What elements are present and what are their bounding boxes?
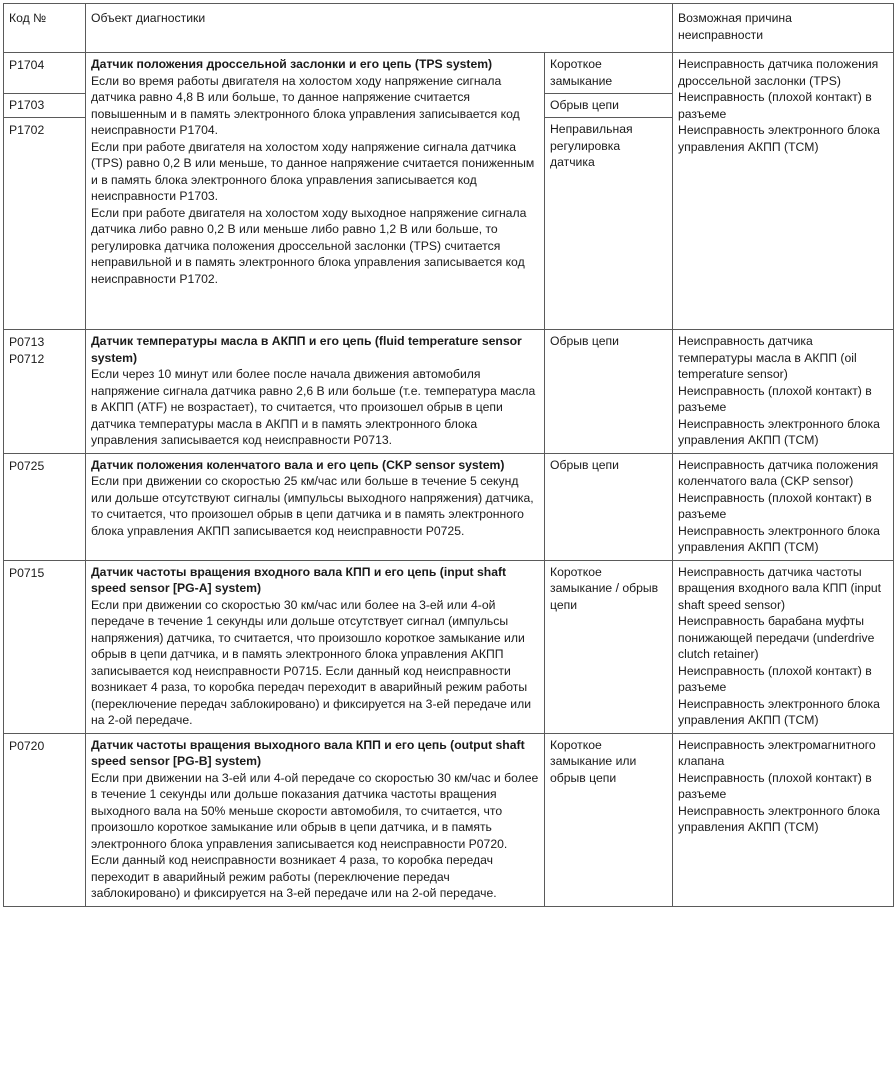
cause-item: Неисправность (плохой контакт) в разъеме <box>678 770 872 801</box>
code-cell: P0725 <box>4 453 86 560</box>
table-row <box>4 453 894 560</box>
condition-cell: Обрыв цепи <box>545 330 673 454</box>
object-description: Если данный код неисправности возникает 4 раза, то коробка передач переходит в аварийный режим работы (переключение передач заблокировано) и фиксируется на 3-ей передаче или на 2-ой передаче. <box>91 853 497 900</box>
object-title: Датчик температуры масла в АКПП и его цепь (fluid temperature sensor system) <box>91 334 522 365</box>
object-description: Если во время работы двигателя на холостом ходу напряжение сигнала датчика равно 4,8 В или больше, то данное напряжение считается повышенным и в память электронного блока управления записывается код неисправности P1704. <box>91 73 520 137</box>
header-object: Объект диагностики <box>86 4 673 53</box>
table-row <box>4 560 894 733</box>
code-value: P0713 <box>9 335 45 349</box>
cause-item: Неисправность (плохой контакт) в разъеме <box>678 663 872 694</box>
condition-cell: Короткое замыкание <box>545 53 673 94</box>
cause-cell <box>673 330 894 454</box>
cause-item: Неисправность (плохой контакт) в разъеме <box>678 490 872 521</box>
cause-item: Неисправность датчика положения дроссельной заслонки (TPS) <box>678 57 879 88</box>
object-description: Если при движении со скоростью 25 км/час или больше в течение 5 секунд или дольше отсутствуют сигналы (импульсы выходного напряжения) датчика, то считается, что произошел обрыв в цепи датчика и в память электронного блока управления АКПП записывается код неисправности P0725. <box>91 474 534 538</box>
object-cell <box>86 330 545 454</box>
cause-item: Неисправность электронного блока управления АКПП (TCM) <box>678 696 880 727</box>
condition-cell: Обрыв цепи <box>545 453 673 560</box>
object-description: Если через 10 минут или более после начала движения автомобиля напряжение сигнала датчика равно 2,6 В или больше (т.е. температура масла в АКПП (ATF) не возрастает), то считается, что произошел обрыв в цепи датчика температуры масла в АКПП и в память электронного блока управления записывается код неисправности P0713. <box>91 367 536 447</box>
object-description: Если при работе двигателя на холостом ходу выходное напряжение сигнала датчика либо равно 0,2 В или меньше либо равно 1,2 В или больше, то регулировка датчика положения дроссельной заслонки (TPS) считается неправильной и в память электронного блока управления записывается код неисправности P1702. <box>91 205 527 286</box>
cause-item: Неисправность (плохой контакт) в разъеме <box>678 90 872 121</box>
table-header-row <box>4 4 894 53</box>
object-cell <box>86 733 545 906</box>
cause-item: Неисправность барабана муфты понижающей передачи (underdrive clutch retainer) <box>678 614 875 661</box>
cause-item: Неисправность электронного блока управления АКПП (TCM) <box>678 416 880 447</box>
diagnostic-codes-table <box>3 3 894 907</box>
cause-cell <box>673 733 894 906</box>
condition-cell: Неправильная регулировка датчика <box>545 118 673 330</box>
cause-item: Неисправность (плохой контакт) в разъеме <box>678 383 872 414</box>
cause-item: Неисправность датчика температуры масла в АКПП (oil temperature sensor) <box>678 334 857 381</box>
object-cell <box>86 453 545 560</box>
object-cell <box>86 53 545 330</box>
code-cell: P0720 <box>4 733 86 906</box>
cause-item: Неисправность электронного блока управления АКПП (TCM) <box>678 523 880 554</box>
condition-cell: Короткое замыкание / обрыв цепи <box>545 560 673 733</box>
object-title: Датчик частоты вращения выходного вала КПП и его цепь (output shaft speed sensor [PG-B] system) <box>91 737 525 768</box>
cause-item: Неисправность датчика положения коленчатого вала (CKP sensor) <box>678 457 879 488</box>
cause-cell <box>673 453 894 560</box>
object-title: Датчик положения дроссельной заслонки и его цепь (TPS system) <box>91 57 493 71</box>
code-cell: P0715 <box>4 560 86 733</box>
diagnostic-table-page <box>3 3 893 907</box>
table-row <box>4 733 894 906</box>
condition-cell: Обрыв цепи <box>545 94 673 118</box>
object-title: Датчик положения коленчатого вала и его цепь (CKP sensor system) <box>91 457 505 472</box>
code-value: P0712 <box>9 351 45 366</box>
condition-cell: Короткое замыкание или обрыв цепи <box>545 733 673 906</box>
cause-cell <box>673 53 894 330</box>
header-cause: Возможная причина неисправности <box>673 4 894 53</box>
cause-item: Неисправность электронного блока управления АКПП (TCM) <box>678 803 880 834</box>
header-code: Код № <box>4 4 86 53</box>
code-cell <box>4 330 86 454</box>
object-description: Если при движении на 3-ей или 4-ой передаче со скоростью 30 км/час и более в течение 1 секунды или дольше показания датчика частоты вращения выходного вала на 50% меньше скорости автомобиля, то считается, что произошло короткое замыкание или обрыв в цепи датчика, и в память электронного блока управления записывается код неисправности P0720. <box>91 770 539 851</box>
object-cell <box>86 560 545 733</box>
object-description: Если при работе двигателя на холостом ходу напряжение сигнала датчика (TPS) равно 0,2 В или меньше, то данное напряжение считается пониженным и в память блока электронного блока управления записывается код неисправности P1703. <box>91 139 535 203</box>
cause-item: Неисправность электромагнитного клапана <box>678 737 876 768</box>
code-cell: P1704 <box>4 53 86 94</box>
object-title: Датчик частоты вращения входного вала КПП и его цепь (input shaft speed sensor [PG-A] system) <box>91 564 507 595</box>
table-row <box>4 330 894 454</box>
cause-item: Неисправность датчика частоты вращения входного вала КПП (input shaft speed sensor) <box>678 564 882 612</box>
code-cell: P1702 <box>4 118 86 330</box>
table-row <box>4 53 894 94</box>
cause-cell <box>673 560 894 733</box>
code-cell: P1703 <box>4 94 86 118</box>
object-description: Если при движении со скоростью 30 км/час или более на 3-ей или 4-ой передаче в течение 1 секунды или дольше отсутствует сигнал (импульсы напряжения) датчика, то считается, что произошло короткое замыкание или обрыв в цепи датчика, и в память электронного блока управления АКПП записывается код неисправности P0715. Если данный код неисправности возникает 4 раза, то коробка передач переходит в аварийный режим работы (переключение передач заблокировано) и фиксируется на 3-ей передаче или на 2-ой передаче. <box>91 597 532 727</box>
cause-item: Неисправность электронного блока управления АКПП (TCM) <box>678 123 880 154</box>
